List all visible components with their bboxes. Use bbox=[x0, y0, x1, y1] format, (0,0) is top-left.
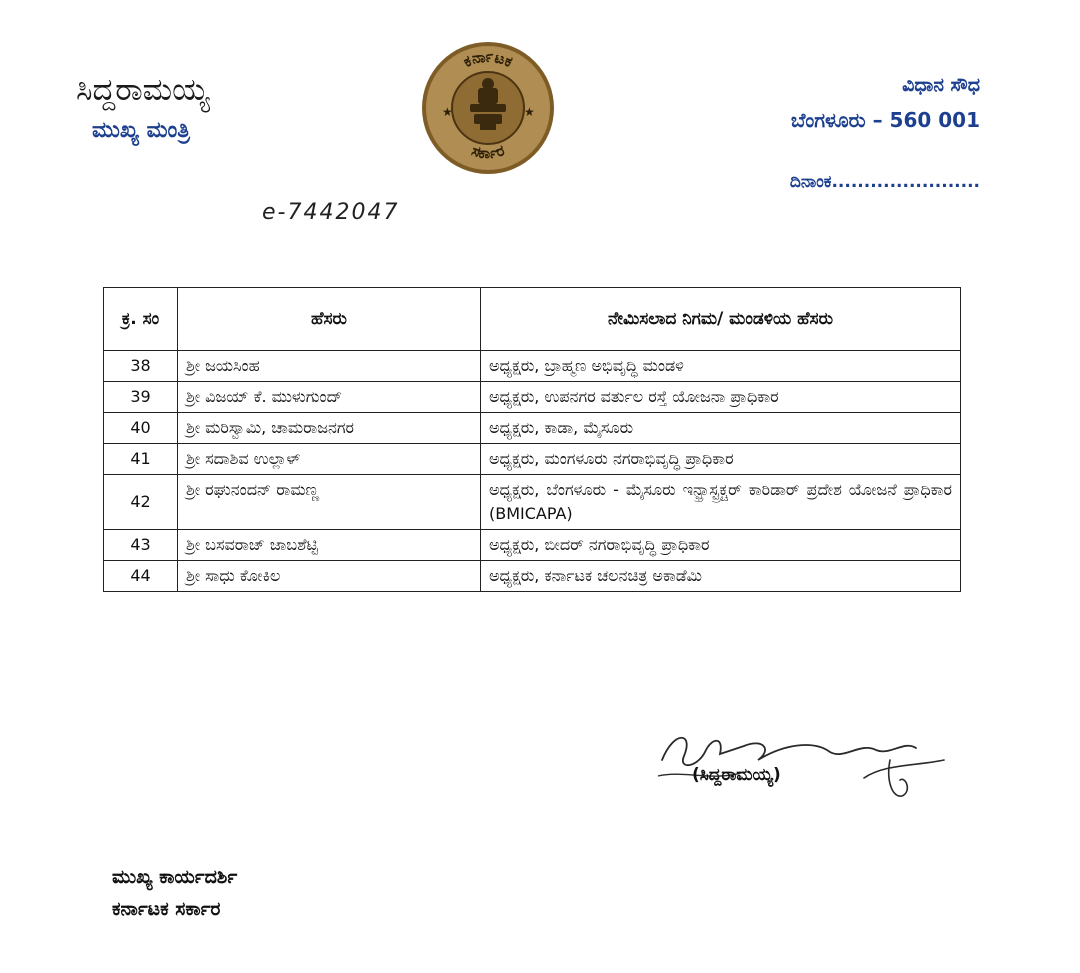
appointments-table bbox=[103, 287, 961, 592]
seal-star-right-icon: ★ bbox=[524, 105, 535, 119]
row-number: 44 bbox=[104, 561, 178, 592]
table-row bbox=[104, 444, 961, 475]
address-line-2: ಬೆಂಗಳೂರು – 560 001 bbox=[790, 108, 980, 132]
sender-name: ಸಿದ್ದರಾಮಯ್ಯ bbox=[76, 72, 210, 108]
row-post: ಅಧ್ಯಕ್ಷರು, ಕರ್ನಾಟಕ ಚಲನಚಿತ್ರ ಅಕಾಡೆಮಿ bbox=[481, 561, 961, 592]
row-name: ಶ್ರೀ ಸಾಧು ಕೋಕಿಲ bbox=[178, 561, 481, 592]
table-header-row bbox=[104, 288, 961, 351]
table-row bbox=[104, 351, 961, 382]
row-name: ಶ್ರೀ ಸದಾಶಿವ ಉಲ್ಲಾಳ್ bbox=[178, 444, 481, 475]
row-name: ಶ್ರೀ ಜಯಸಿಂಹ bbox=[178, 351, 481, 382]
header-name: ಹೆಸರು bbox=[178, 288, 481, 351]
row-name: ಶ್ರೀ ರಘುನಂದನ್ ರಾಮಣ್ಣ bbox=[178, 475, 481, 530]
date-label: ದಿನಾಂಕ....................... bbox=[789, 172, 980, 192]
table-row bbox=[104, 475, 961, 530]
seal-star-left-icon: ★ bbox=[442, 105, 453, 119]
government-seal bbox=[420, 40, 556, 176]
row-number: 41 bbox=[104, 444, 178, 475]
svg-text:ಸರ್ಕಾರ bbox=[469, 141, 506, 162]
signature-caption: (ಸಿದ್ದರಾಮಯ್ಯ) bbox=[692, 765, 781, 785]
row-number: 39 bbox=[104, 382, 178, 413]
row-post: ಅಧ್ಯಕ್ಷರು, ಬೆಂಗಳೂರು - ಮೈಸೂರು ಇನ್ಫ್ರಾಸ್ಟ್ರಕ್ಚರ್ ಕಾರಿಡಾರ್ ಪ್ರದೇಶ ಯೋಜನೆ ಪ್ರಾಧಿಕಾರ (BMICAPA) bbox=[481, 475, 961, 530]
table-row bbox=[104, 561, 961, 592]
row-post: ಅಧ್ಯಕ್ಷರು, ಬೀದರ್ ನಗರಾಭಿವೃದ್ಧಿ ಪ್ರಾಧಿಕಾರ bbox=[481, 530, 961, 561]
row-name: ಶ್ರೀ ಮರಿಸ್ವಾಮಿ, ಚಾಮರಾಜನಗರ bbox=[178, 413, 481, 444]
reference-number: e-7442047 bbox=[262, 200, 400, 225]
table-row bbox=[104, 530, 961, 561]
seal-bottom-text: ಸರ್ಕಾರ bbox=[469, 141, 507, 163]
row-post: ಅಧ್ಯಕ್ಷರು, ಮಂಗಳೂರು ನಗರಾಭಿವೃದ್ಧಿ ಪ್ರಾಧಿಕಾರ bbox=[481, 444, 961, 475]
row-name: ಶ್ರೀ ಬಸವರಾಜ್ ಜಾಬಶೆಟ್ಟಿ bbox=[178, 530, 481, 561]
recipient-line-2: ಕರ್ನಾಟಕ ಸರ್ಕಾರ bbox=[112, 898, 221, 920]
row-post: ಅಧ್ಯಕ್ಷರು, ಕಾಡಾ, ಮೈಸೂರು bbox=[481, 413, 961, 444]
table-row bbox=[104, 413, 961, 444]
row-number: 38 bbox=[104, 351, 178, 382]
row-post: ಅಧ್ಯಕ್ಷರು, ಉಪನಗರ ವರ್ತುಲ ರಸ್ತೆ ಯೋಜನಾ ಪ್ರಾಧಿಕಾರ bbox=[481, 382, 961, 413]
row-number: 42 bbox=[104, 475, 178, 530]
address-line-1: ವಿಧಾನ ಸೌಧ bbox=[902, 74, 980, 96]
sender-title: ಮುಖ್ಯ ಮಂತ್ರಿ bbox=[92, 118, 190, 143]
header-appointed-post: ನೇಮಿಸಲಾದ ನಿಗಮ/ ಮಂಡಳಿಯ ಹೆಸರು bbox=[481, 288, 961, 351]
row-post: ಅಧ್ಯಕ್ಷರು, ಬ್ರಾಹ್ಮಣ ಅಭಿವೃದ್ಧಿ ಮಂಡಳಿ bbox=[481, 351, 961, 382]
seal-top-text: ಕರ್ನಾಟಕ bbox=[460, 47, 516, 71]
header-serial-number: ಕ್ರ. ಸಂ bbox=[104, 288, 178, 351]
row-number: 43 bbox=[104, 530, 178, 561]
row-name: ಶ್ರೀ ವಿಜಯ್ ಕೆ. ಮುಳುಗುಂದ್ bbox=[178, 382, 481, 413]
recipient-line-1: ಮುಖ್ಯ ಕಾರ್ಯದರ್ಶಿ bbox=[112, 866, 238, 888]
table-row bbox=[104, 382, 961, 413]
row-number: 40 bbox=[104, 413, 178, 444]
